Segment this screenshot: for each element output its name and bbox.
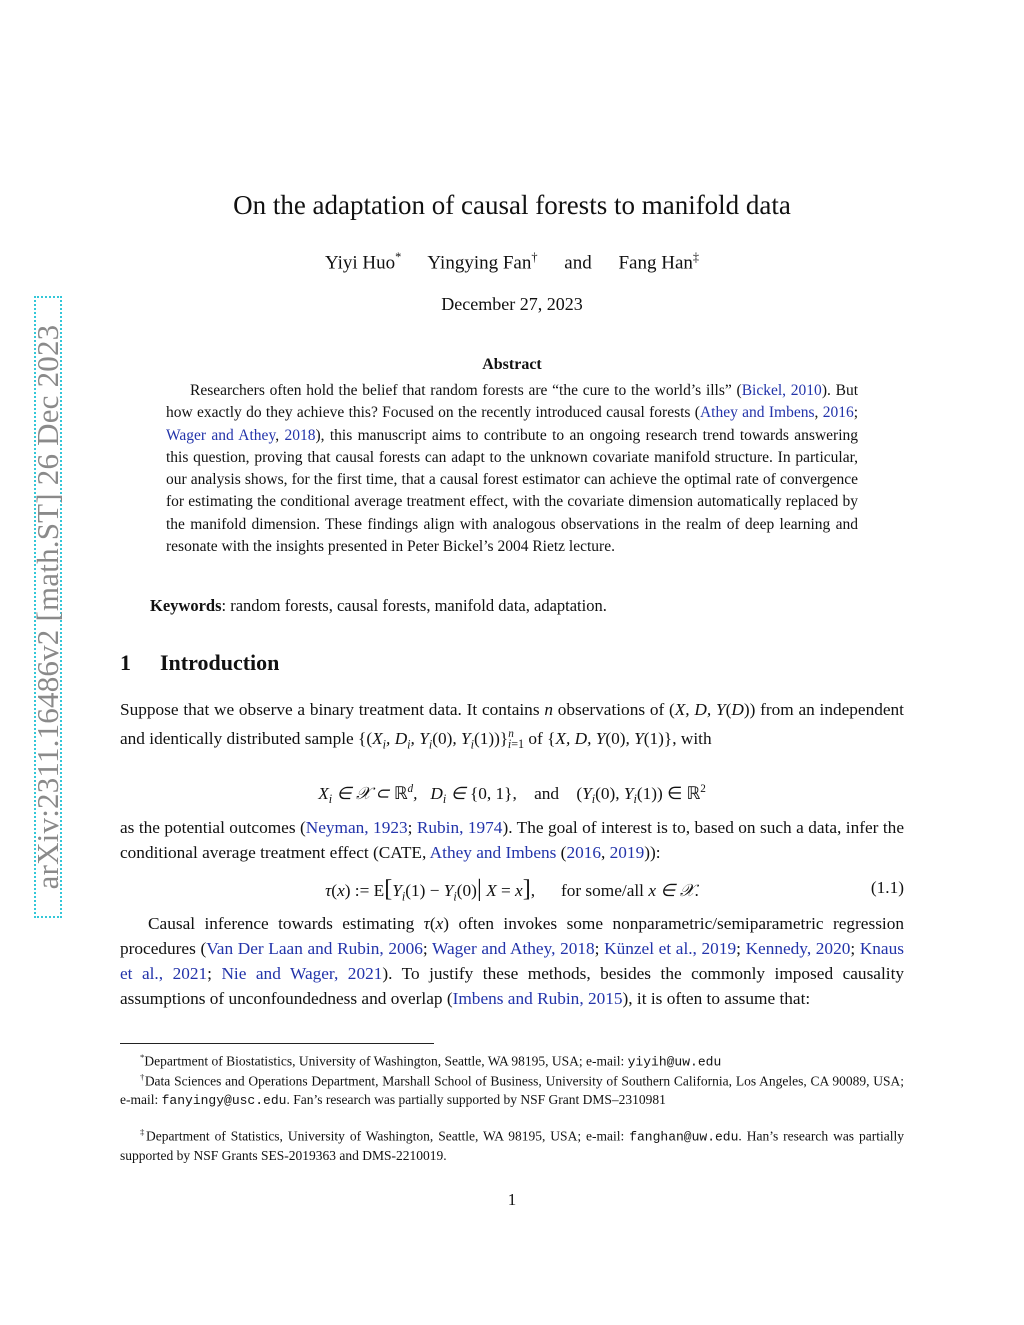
email-link[interactable]: fanghan@uw.edu <box>629 1129 739 1145</box>
citation-link[interactable]: Van Der Laan and Rubin, 2006 <box>206 939 423 958</box>
citation-link[interactable]: Imbens and Rubin, 2015 <box>452 989 623 1008</box>
equation-cate: τ(x) := $E[Y_i(1) - Y_i(0)|$ X = x], for some/all x ∈ 𝒳. <box>325 876 699 904</box>
citation-link[interactable]: 2019 <box>609 843 645 862</box>
footnote-mark-3[interactable]: ‡ <box>692 250 700 264</box>
author-list <box>0 250 1024 274</box>
paragraph-2: as the potential outcomes (Neyman, 1923; Rubin, 1974). The goal of interest is to, based on such a data, infer the conditional average treatment effect (CATE, Athey and Imbens (2016, 2019)): <box>120 818 904 862</box>
section-heading <box>120 650 279 676</box>
footnote-mark-2[interactable]: † <box>531 250 538 264</box>
arxiv-identifier: arXiv:2311.16486v2 [math.ST] 26 Dec 2023 <box>30 324 65 890</box>
citation-link[interactable]: 2016 <box>566 843 601 862</box>
citation-link[interactable]: Bickel, 2010 <box>741 382 822 399</box>
footnote-1: *Department of Biostatistics, University of Washington, Seattle, WA 98195, USA; e-mail: yiyih@uw.edu <box>140 1052 722 1070</box>
citation-link[interactable]: 2016 <box>822 404 854 422</box>
arxiv-sidebar-stamp <box>30 296 65 918</box>
abstract-heading: Abstract <box>482 356 542 373</box>
citation-link[interactable]: Kennedy, 2020 <box>745 939 851 958</box>
email-link[interactable]: fanyingy@usc.edu <box>161 1092 287 1108</box>
paper-date: December 27, 2023 <box>441 294 583 314</box>
author-conjunction: and <box>564 252 592 274</box>
footnote-3: ‡Department of Statistics, University of Washington, Seattle, WA 98195, USA; e-mail: fanghan@uw.edu. Han’s research was partially supported by NSF Grants SES-2019363 and DMS-2210019. <box>120 1127 904 1163</box>
footnote-2: †Data Sciences and Operations Department, Marshall School of Business, University of Southern California, Los Angeles, CA 90089, USA; e-mail: fanyingy@usc.edu. Fan’s research was partially supported by NSF Grant DMS–2310981 <box>120 1072 904 1108</box>
paragraph-3: Causal inference towards estimating τ(x) often invokes some nonparametric/semiparametric regression procedures (Van Der Laan and Rubin, 2006; Wager and Athey, 2018; Künzel et al., 2019; Kennedy, 2020; Knaus et al., 2021; Nie and Wager, 2021). To justify these methods, besides the commonly imposed causality assumptions of unconfoundedness and overlap (Imbens and Rubin, 2015), it is often to assume that: <box>120 914 905 1008</box>
section-number: 1 <box>120 650 131 675</box>
footnote-divider <box>120 1043 434 1044</box>
author-1: Yiyi Huo <box>324 252 396 274</box>
citation-link[interactable]: Athey and Imbens <box>699 404 815 422</box>
citation-link[interactable]: Neyman, 1923 <box>305 818 408 837</box>
citation-link[interactable]: Rubin, 1974 <box>416 818 503 837</box>
footnote-mark-1[interactable]: * <box>395 250 402 264</box>
keywords-line: Keywords: random forests, causal forests, manifold data, adaptation. <box>150 596 607 615</box>
author-3: Fang Han <box>618 252 693 274</box>
citation-link[interactable]: Athey and Imbens <box>429 843 557 862</box>
citation-link[interactable]: 2018 <box>284 426 316 444</box>
section-title: Introduction <box>160 650 280 675</box>
citation-link[interactable]: Wager and Athey, 2018 <box>432 939 595 958</box>
paper-title: On the adaptation of causal forests to manifold data <box>233 190 791 220</box>
paragraph-1: Suppose that we observe a binary treatment data. It contains n observations of (X, D, Y(D)) from an independent and identically distributed sample {($X_i$, $D_i$, $Y_i(0)$, $Y_i(1))\}^n_{i=1}$ of {X, D, Y(0), Y(1)}, with <box>120 700 904 752</box>
equation-setup: $X_i$ ∈ 𝒳 ⊂ ℝ$^d$, $D_i$ ∈ {0, 1}, and ($Y_i(0)$, $Y_i(1)$) ∈ ℝ$^2$ <box>318 783 706 807</box>
page-number: 1 <box>507 1190 517 1209</box>
citation-link[interactable]: Wager and Athey <box>166 426 276 444</box>
citation-link[interactable]: Knaus et al., 2021 <box>120 939 904 983</box>
equation-number: (1.1) <box>870 878 904 897</box>
citation-link[interactable]: Nie and Wager, 2021 <box>221 964 383 983</box>
citation-link[interactable]: Künzel et al., 2019 <box>604 939 737 958</box>
keywords-label: Keywords <box>150 596 222 615</box>
author-2: Yingying Fan <box>427 252 532 274</box>
abstract-text: Researchers often hold the belief that random forests are “the cure to the world’s ills” (Bickel, 2010). But how exactly do they achieve this? Focused on the recently introduced causal forests (Athey and Imbens, 2016; Wager and Athey, 2018), this manuscript aims to contribute to an ongoing research trend towards answering this question, proving that causal forests can adapt to the unknown covariate manifold structure. In particular, our analysis shows, for the first time, that a causal forest estimator can achieve the optimal rate of convergence for estimating the conditional average treatment effect, with the covariate dimension automatically replaced by the manifold dimension. These findings align with analogous observations in the realm of deep learning and resonate with the insights presented in Peter Bickel’s 2004 Rietz lecture. <box>166 382 859 556</box>
email-link[interactable]: yiyih@uw.edu <box>627 1054 722 1070</box>
